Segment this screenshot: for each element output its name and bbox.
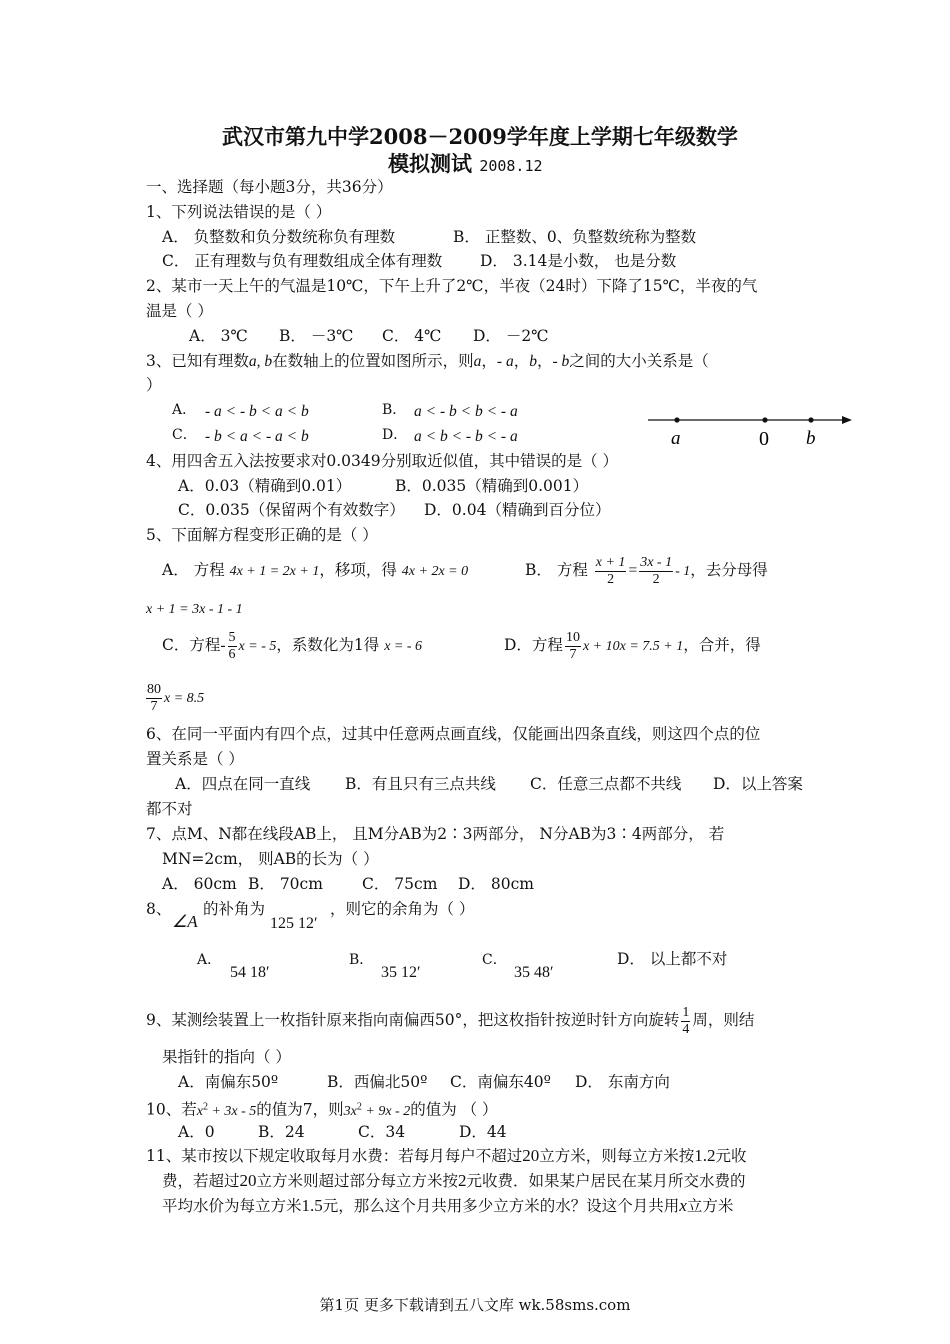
q3-vars: a, b: [248, 353, 273, 370]
q1-stem: 1、下列说法错误的是（ ）: [146, 203, 332, 221]
q5-d-result: [144, 678, 204, 718]
q5-b-f2-den: 2: [652, 571, 660, 587]
q6-option-a: A．四点在同一直线: [175, 775, 311, 793]
q5-b-f1-den: 2: [607, 571, 615, 587]
q11-n20-a: 20: [522, 1146, 540, 1165]
q5-stem: 5、下面解方程变形正确的是（ ）: [146, 526, 378, 544]
q5-a-pre: A． 方程: [162, 561, 225, 579]
number-line-point-b: [808, 417, 813, 422]
q10-expr-1-var: x: [196, 1103, 203, 1119]
q5-c-minus: -: [220, 637, 226, 654]
q10-expr-2-exp: 2: [356, 1101, 362, 1112]
q5-d-result-eq: x = 8.5: [164, 691, 205, 706]
q8-mid: 的补角为: [203, 900, 266, 918]
q10-post: 的值为 （ ）: [410, 1100, 498, 1119]
q5-d-pre: D．方程: [504, 636, 563, 654]
q8-option-c-label: C．: [482, 952, 507, 968]
q5-b-result: x + 1 = 3x - 1 - 1: [146, 602, 243, 617]
q7-stem-line-1: 7、点M、N都在线段AB上， 且M分AB为2∶3两部分， N分AB为3∶4两部分， 若: [146, 825, 725, 843]
q5-d-den: 7: [569, 646, 577, 662]
q5-d-res-num: 80: [147, 681, 161, 697]
q11-n20-b: 20: [239, 1171, 257, 1190]
q5-c-den: 6: [228, 646, 236, 662]
q10-expr-2-tail: + 9x - 2: [361, 1103, 411, 1119]
q9-option-b: B．西偏北50º: [327, 1073, 428, 1091]
q8-option-a-label: A．: [197, 952, 222, 968]
title-line-2: [388, 151, 543, 179]
q5-option-a: [162, 560, 468, 582]
q3-term-a: a: [473, 353, 482, 370]
q10-expr-1-tail: + 3x - 5: [207, 1103, 257, 1119]
q8-option-c-value: 35 48′: [514, 964, 554, 981]
q2-option-b: B． －3℃: [279, 327, 354, 345]
q11-n1-5: 1.5: [301, 1196, 323, 1215]
q5-d-post: ，合并，得: [683, 636, 761, 654]
q10-expr-2: [343, 1101, 411, 1119]
number-line-label-0: 0: [759, 428, 769, 450]
q6-stem-line-2: 置关系是（ ）: [146, 750, 244, 768]
page-footer: 第1页 更多下载请到五八文库 wk.58sms.com: [319, 1296, 631, 1314]
q11-l3-mid: 元，那么这个月共用多少立方米的水？设这个月共用: [322, 1197, 680, 1215]
q3-stem-mid: 在数轴上的位置如图所示，则: [272, 352, 474, 370]
q11-l3-pre: 平均水价为每立方米: [162, 1197, 302, 1215]
q3-option-d-expr: a < b < - b < - a: [414, 428, 518, 445]
q5-option-c: [162, 626, 422, 666]
q6-option-c: C．任意三点都不共线: [530, 775, 682, 793]
number-line-label-a: a: [671, 428, 681, 449]
q3-stem-pre: 3、已知有理数: [146, 352, 249, 370]
q5-b-equals: =: [628, 562, 638, 579]
q11-l3-post: 立方米: [686, 1197, 734, 1215]
q5-d-res-den: 7: [150, 698, 158, 714]
q5-b-fraction-1: [595, 555, 627, 588]
q2-option-c: C． 4℃: [382, 327, 442, 345]
q5-c-mid: ，系数化为1得: [276, 636, 380, 654]
q3-stem-post: 之间的大小关系是（: [569, 352, 709, 370]
q3-term-b: b: [529, 353, 537, 370]
q1-option-a: A． 负整数和负分数统称负有理数: [162, 228, 396, 246]
q7-option-d: D． 80cm: [458, 875, 534, 893]
q4-option-c: C．0.035（保留两个有效数字）: [178, 501, 405, 519]
q1-option-c: C． 正有理数与负有理数组成全体有理数: [162, 252, 443, 270]
q5-d-result-fraction: [146, 682, 162, 715]
number-line-label-b: b: [806, 428, 816, 449]
q9-stem-post: 周，则结: [692, 1011, 755, 1029]
q7-option-c: C． 75cm: [362, 875, 438, 893]
q11-n1-2: 1.2: [694, 1146, 716, 1165]
q11-line-3: [162, 1196, 733, 1216]
q3-option-c-expr: - b < a < - a < b: [205, 428, 309, 445]
q2-stem-line-1: 2、某市一天上午的气温是10℃，下午上升了2℃，半夜（24时）下降了15℃，半夜的气: [146, 277, 758, 295]
q3-option-a-label: A．: [172, 402, 197, 418]
q5-a-mid: ，移项，得: [319, 561, 397, 579]
q5-a-result: 4x + 2x = 0: [401, 564, 469, 579]
q11-l2-pre: 费，若超过: [162, 1172, 240, 1190]
q6-option-d-cont: 都不对: [146, 800, 193, 818]
q1-option-b: B． 正整数、0、负整数统称为整数: [453, 228, 697, 246]
q8-post: ，则它的余角为（ ）: [330, 900, 475, 918]
q5-c-num: 5: [228, 629, 236, 645]
q11-n2: 2: [458, 1171, 467, 1190]
q5-d-num: 10: [565, 629, 580, 645]
q5-d-fraction: [565, 630, 581, 663]
number-line-point-0: [762, 417, 767, 422]
q11-l1-post: 元收: [715, 1147, 747, 1165]
q6-option-b: B．有且只有三点共线: [345, 775, 496, 793]
q8-option-b-label: B．: [349, 952, 374, 968]
q9-fraction: [681, 1005, 690, 1038]
q10-pre: 10、若: [146, 1100, 197, 1119]
q10-expr-1-exp: 2: [202, 1101, 208, 1112]
section-heading: 一、选择题（每小题3分，共36分）: [146, 178, 393, 196]
q8-number: 8、: [146, 900, 172, 918]
q9-stem: [146, 1000, 754, 1040]
q5-b-f1-num: x + 1: [595, 554, 626, 570]
q4-stem: 4、用四舍五入法按要求对0.0349分别取近似值，其中错误的是（ ）: [146, 452, 619, 470]
q2-option-a: A． 3℃: [189, 327, 248, 345]
q7-option-a: A． 60cm: [162, 875, 237, 893]
number-line-figure: [640, 402, 855, 450]
number-line-arrow-icon: [842, 416, 852, 424]
q4-option-d: D．0.04（精确到百分位）: [424, 501, 611, 519]
q7-stem-line-2: MN=2cm， 则AB的长为（ ）: [162, 850, 379, 868]
q5-c-pre: C．方程: [162, 636, 221, 654]
q6-option-d: D．以上答案: [713, 775, 803, 793]
q3-option-d-label: D．: [382, 427, 408, 443]
number-line-point-a: [674, 417, 679, 422]
q3-option-a-expr: - a < - b < a < b: [205, 403, 309, 420]
q10-mid: 的值为7，则: [256, 1100, 344, 1119]
q6-stem-line-1: 6、在同一平面内有四个点，过其中任意两点画直线，仅能画出四条直线，则这四个点的位: [146, 725, 761, 743]
q5-option-d: [504, 626, 761, 666]
q5-b-f2-num: 3x - 1: [640, 554, 673, 570]
q4-option-b: B．0.035（精确到0.001）: [395, 477, 589, 495]
q10-stem: [146, 1097, 498, 1122]
q10-option-d: D．44: [459, 1123, 507, 1141]
q9-fraction-num: 1: [682, 1004, 690, 1020]
q8-angle-a: ∠A: [172, 912, 198, 931]
q2-stem-line-2: 温是（ ）: [146, 302, 213, 320]
q5-b-pre: B． 方程: [525, 561, 588, 579]
q8-option-a-value: 54 18′: [230, 964, 270, 981]
q3-stem: 3、已知有理数a, b在数轴上的位置如图所示，则a，- a，b，- b之间的大小关系是（: [146, 352, 709, 370]
q5-b-post: ，去分母得: [690, 561, 768, 579]
q5-b-fraction-2: [639, 555, 673, 588]
q3-option-b-label: B．: [382, 402, 407, 418]
title-subtitle: 模拟测试: [388, 151, 472, 176]
q10-option-a: A．0: [178, 1123, 215, 1141]
q5-c-equation: x = - 5: [238, 639, 277, 654]
q5-d-equation: x + 10x = 7.5 + 1: [582, 639, 684, 654]
title-date: 2008.12: [479, 157, 543, 175]
q11-var-x: x: [679, 1196, 687, 1215]
q4-option-a: A．0.03（精确到0.01）: [178, 477, 352, 495]
q3-term-neg-a: - a: [496, 353, 514, 370]
q3-stem-line-2: ）: [146, 376, 162, 394]
q7-option-b: B． 70cm: [248, 875, 323, 893]
q1-option-d: D． 3.14是小数， 也是分数: [480, 252, 677, 270]
q5-a-equation: 4x + 1 = 2x + 1: [229, 564, 320, 579]
q9-option-d: D． 东南方向: [575, 1073, 670, 1091]
q3-option-b-expr: a < - b < b < - a: [414, 403, 518, 420]
q5-b-tail: - 1: [675, 564, 691, 579]
q11-l2-mid: 立方米则超过部分每立方米按: [256, 1172, 459, 1190]
q5-c-result: x = - 6: [384, 639, 423, 654]
q11-l1-pre: 11、某市按以下规定收取每月水费：若每月每户不超过: [146, 1147, 523, 1165]
q9-stem-pre: 9、某测绘装置上一枚指针原来指向南偏西50°，把这枚指针按逆时针方向旋转: [146, 1011, 680, 1029]
q8-value: 125 12′: [270, 915, 318, 932]
q10-option-c: C．34: [358, 1123, 406, 1141]
q9-stem-line-2: 果指针的指向（ ）: [162, 1048, 291, 1066]
q5-c-fraction: [228, 630, 237, 663]
q2-option-d: D． －2℃: [473, 327, 549, 345]
q9-option-c: C．南偏东40º: [450, 1073, 551, 1091]
q9-fraction-den: 4: [682, 1021, 690, 1037]
q3-term-neg-b: - b: [552, 353, 570, 370]
q11-line-1: [146, 1146, 747, 1166]
title-line-1: 武汉市第九中学2008－2009学年度上学期七年级数学: [222, 124, 738, 149]
q8-option-b-value: 35 12′: [381, 964, 421, 981]
q3-option-c-label: C．: [172, 427, 197, 443]
q11-line-2: [162, 1171, 746, 1191]
q11-l1-mid: 立方米，则每立方米按: [539, 1147, 695, 1165]
q9-option-a: A．南偏东50º: [178, 1073, 279, 1091]
q11-l2-post: 元收费．如果某户居民在某月所交水费的: [466, 1172, 746, 1190]
q8-option-d: D． 以上都不对: [617, 950, 728, 968]
q10-expr-2-var: 3x: [343, 1103, 357, 1119]
q10-option-b: B．24: [258, 1123, 305, 1141]
q10-expr-1: [196, 1101, 257, 1119]
q5-option-b: [525, 551, 768, 591]
